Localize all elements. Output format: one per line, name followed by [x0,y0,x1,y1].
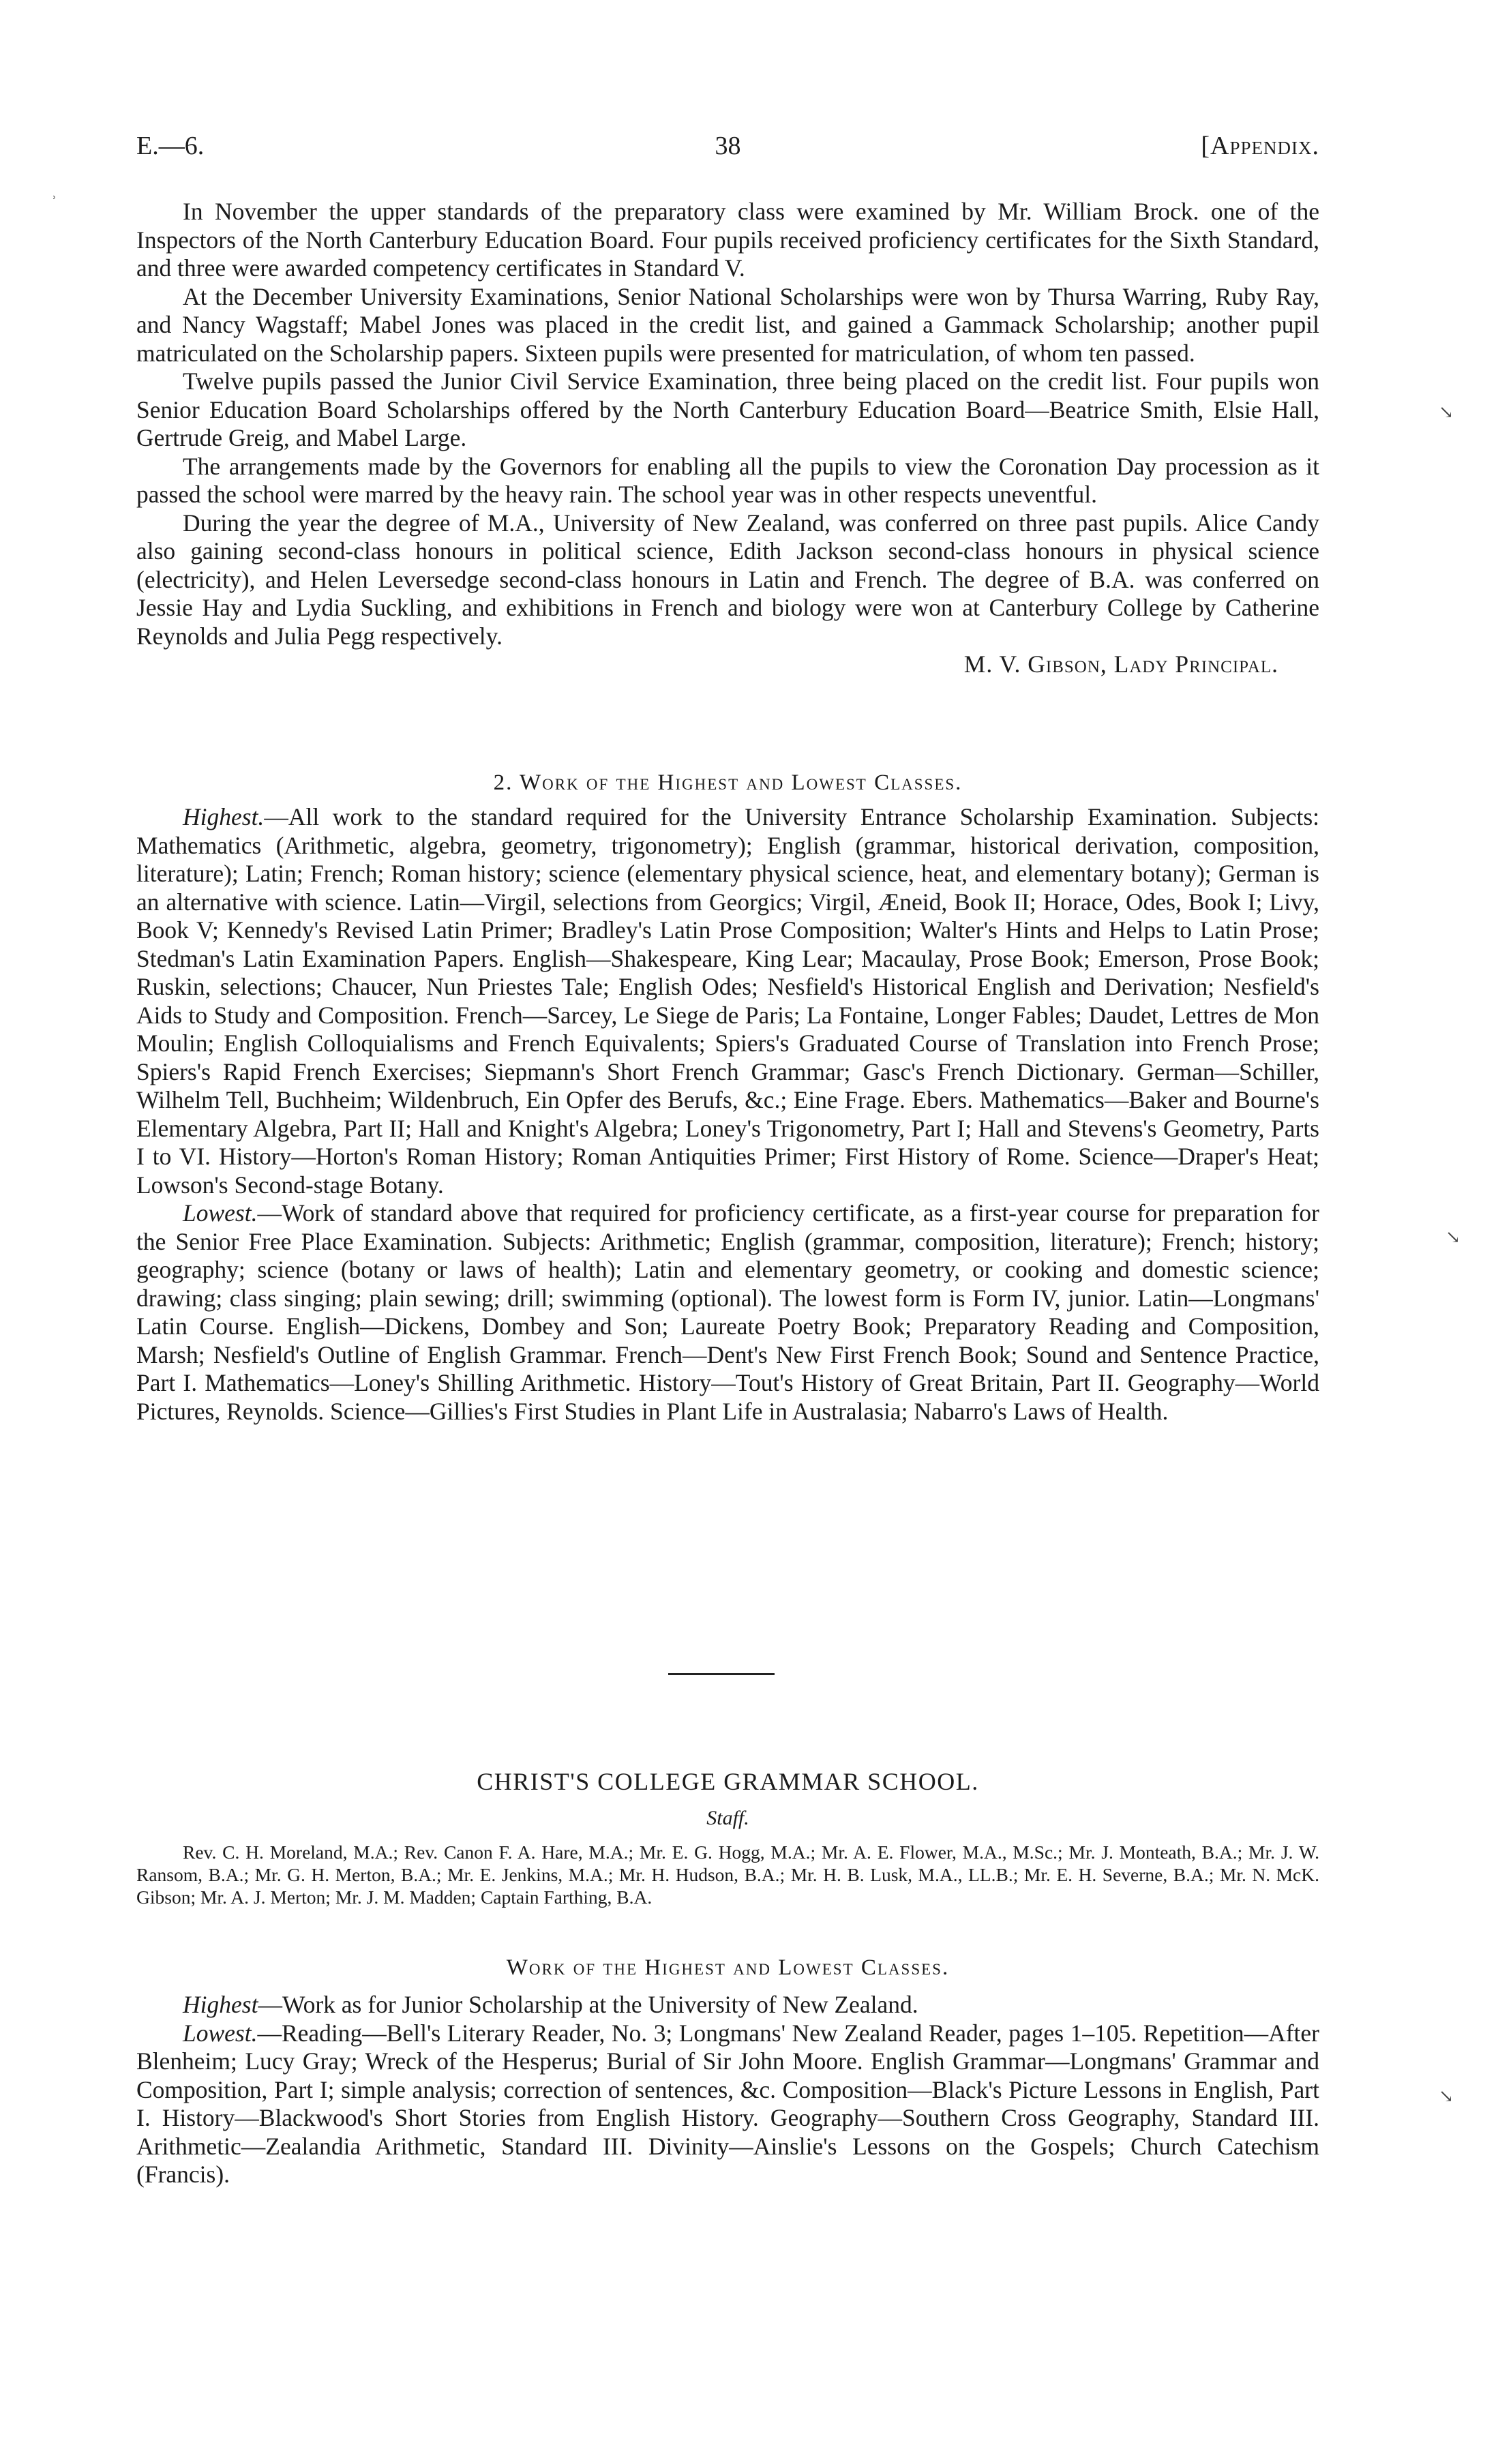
grammar-school-classes [136,1991,1319,2189]
paragraph: In November the upper standards of the preparatory class were examined by Mr. William Brock. one of the Inspectors of the North Canterbury Education Board. Four pupils received proficiency certificates for the Sixth Standard, and three were awarded competency certificates in Standard V. [136,198,1319,282]
lowest-label: Lowest. [183,1199,258,1227]
highest-paragraph [136,1991,1319,2019]
document-code: E.—6. [136,132,205,160]
page-number: 38 [715,132,741,160]
lowest-paragraph [136,1199,1319,1426]
school-title: CHRIST'S COLLEGE GRAMMAR SCHOOL. [477,1768,979,1795]
highest-paragraph [136,803,1319,1199]
intro-section [136,198,1319,679]
lowest-label: Lowest. [183,2019,258,2047]
section-divider [668,1673,775,1675]
lowest-text: —Reading—Bell's Literary Reader, No. 3; Longmans' New Zealand Reader, pages 1–105. Repetition—After Blenheim; Lucy Gray; Wreck of the Hesperus; Burial of Sir John Moore. English Grammar—Longmans' Grammar and Composition, Part I; simple analysis; correction of sentences, &c. Composition—Black's Picture Lessons in English, Part I. History—Blackwood's Short Stories from English History. Geography—Southern Cross Geography, Standard III. Arithmetic—Zealandia Arithmetic, Standard III. Divinity—Ainslie's Lessons on the Gospels; Church Catechism (Francis). [136,2019,1319,2188]
paragraph: During the year the degree of M.A., University of New Zealand, was conferred on three past pupils. Alice Candy also gaining second-class honours in political science, Edith Jackson second-class honours in physical science (electricity), and Helen Leversedge second-class honours in Latin and French. The degree of B.A. was conferred on Jessie Hay and Lydia Suckling, and exhibitions in French and biology were won at Canterbury College by Catherine Reynolds and Julia Pegg respectively. [136,509,1319,650]
signature: M. V. Gibson, Lady Principal. [963,650,1278,678]
paragraph: At the December University Examinations, Senior National Scholarships were won by Thursa Warring, Ruby Ray, and Nancy Wagstaff; Mabel Jones was placed in the credit list, and gained a Gammack Scholarship; another pupil matriculated on the Scholarship papers. Sixteen pupils were presented for matriculation, of whom ten passed. [136,282,1319,367]
margin-mark-icon: ↘ [1445,1227,1460,1247]
classes-section [136,803,1319,1426]
section-heading: Work of the Highest and Lowest Classes. [506,1955,950,1980]
highest-text: —Work as for Junior Scholarship at the University of New Zealand. [258,1991,918,2018]
page-header [136,131,1319,172]
highest-label: Highest. [183,803,265,830]
section-heading: 2. Work of the Highest and Lowest Classes. [493,770,963,795]
margin-mark-icon: ˒ [51,184,57,204]
paragraph: Twelve pupils passed the Junior Civil Service Examination, three being placed on the credit list. Four pupils won Senior Education Board Scholarships offered by the North Canterbury Education Board—Beatrice Smith, Elsie Hall, Gertrude Greig, and Mabel Large. [136,367,1319,451]
appendix-label: [Appendix. [1201,132,1319,160]
margin-mark-icon: ↘ [1439,2086,1454,2106]
staff-list: Rev. C. H. Moreland, M.A.; Rev. Canon F. A. Hare, M.A.; Mr. E. G. Hogg, M.A.; Mr. A. E. Flower, M.A., M.Sc.; Mr. J. Monteath, B.A.; Mr. J. W. Ransom, B.A.; Mr. G. H. Merton, B.A.; Mr. E. Jenkins, M.A.; Mr. H. Hudson, B.A.; Mr. H. B. Lusk, M.A., LL.B.; Mr. E. H. Severne, B.A.; Mr. N. McK. Gibson; Mr. A. J. Merton; Mr. J. M. Madden; Captain Farthing, B.A. [136,1842,1319,1908]
paragraph: The arrangements made by the Governors for enabling all the pupils to view the Coronation Day procession as it passed the school were marred by the heavy rain. The school year was in other respects uneventful. [136,452,1319,508]
staff-label: Staff. [706,1807,749,1829]
lowest-text: —Work of standard above that required for proficiency certificate, as a first-year course for preparation for the Senior Free Place Examination. Subjects: Arithmetic; English (grammar, composition, literature); French; history; geography; science (botany or laws of health); Latin and elementary geometry, or cooking and domestic science; drawing; class singing; plain sewing; drill; swimming (optional). The lowest form is Form IV, junior. Latin—Longmans' Latin Course. English—Dickens, Dombey and Son; Laureate Poetry Book; Preparatory Reading and Composition, Marsh; Nesfield's Outline of English Grammar. French—Dent's New First French Book; Sound and Sentence Practice, Part I. Mathematics—Loney's Shilling Arithmetic. History—Tout's History of Great Britain, Part II. Geography—World Pictures, Reynolds. Science—Gillies's First Studies in Plant Life in Australasia; Nabarro's Laws of Health. [136,1199,1319,1425]
lowest-paragraph [136,2019,1319,2189]
margin-mark-icon: ↘ [1439,402,1454,422]
highest-label: Highest [183,1991,258,2018]
highest-text: —All work to the standard required for the University Entrance Scholarship Examination. Subjects: Mathematics (Arithmetic, algebra, geometry, trigonometry); English (grammar, historical derivation, composition, literature); Latin; French; Roman history; science (elementary physical science, heat, and elementary botany); German is an alternative with science. Latin—Virgil, selections from Georgics; Virgil, Æneid, Book II; Horace, Odes, Book I; Livy, Book V; Kennedy's Revised Latin Primer; Bradley's Latin Prose Composition; Walter's Hints and Helps to Latin Prose; Stedman's Latin Examination Papers. English—Shakespeare, King Lear; Macaulay, Prose Book; Emerson, Prose Book; Ruskin, selections; Chaucer, Nun Priestes Tale; English Odes; Nesfield's Historical English and Derivation; Nesfield's Aids to Study and Composition. French—Sarcey, Le Siege de Paris; La Fontaine, Longer Fables; Daudet, Lettres de Mon Moulin; English Colloquialisms and French Equivalents; Spiers's Graduated Course of Translation into French Prose; Spiers's Rapid French Exercises; Siepmann's Short French Grammar; Gasc's French Dictionary. German—Schiller, Wilhelm Tell, Buchheim; Wildenbruch, Ein Opfer des Berufs, &c.; Eine Frage. Ebers. Mathematics—Baker and Bourne's Elementary Algebra, Part II; Hall and Knight's Algebra; Loney's Trigonometry, Part I; Hall and Stevens's Geometry, Parts I to VI. History—Horton's Roman History; Roman Antiquities Primer; First History of Rome. Science—Draper's Heat; Lowson's Second-stage Botany. [136,803,1319,1199]
